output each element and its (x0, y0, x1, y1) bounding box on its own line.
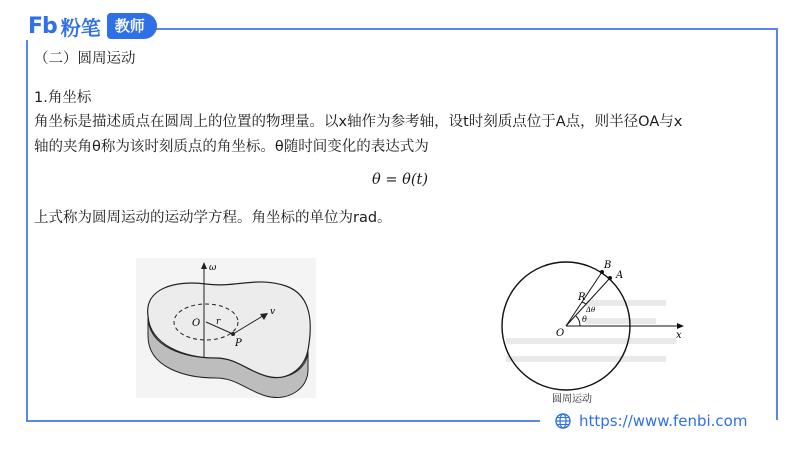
x-axis-arrowhead (677, 323, 684, 329)
o-label: O (556, 328, 565, 339)
paragraph-line-3: 上式称为圆周运动的运动学方程。角坐标的单位为rad。 (34, 210, 392, 226)
theta-arc (576, 316, 580, 326)
frame-top-line (150, 28, 778, 30)
footer-url-text: https://www.fenbi.com (579, 412, 748, 430)
r-label: r (216, 317, 221, 327)
fenbi-logo (28, 12, 157, 40)
subheading: 1.角坐标 (34, 90, 92, 106)
frame-right-line (776, 28, 778, 420)
footer-url[interactable] (555, 410, 747, 432)
frame-bottom-line (26, 420, 540, 422)
paragraph-line-2: 轴的夹角θ称为该时刻质点的角坐标。θ随时间变化的表达式为 (34, 139, 429, 155)
o-label: O (192, 318, 201, 329)
frame-left-line (26, 40, 28, 420)
paragraph-line-1: 角坐标是描述质点在圆周上的位置的物理量。以x轴作为参考轴，设t时刻质点位于A点，则半径OA与x (34, 114, 683, 130)
r-label: R (578, 292, 586, 303)
point-a (608, 276, 612, 280)
delta-theta-label: Δθ (586, 306, 596, 314)
circular-motion-figure (494, 256, 694, 406)
p-label: P (235, 338, 242, 349)
figure-caption: 圆周运动 (552, 394, 592, 405)
omega-label: ω (209, 263, 217, 273)
logo-mark: Fb (28, 13, 57, 39)
v-label: v (270, 307, 276, 317)
rigid-body-figure (136, 258, 316, 398)
formula: θ = θ(t) (372, 172, 428, 188)
b-label: B (604, 260, 612, 271)
section-heading: （二）圆周运动 (34, 51, 136, 67)
x-label: x (676, 330, 682, 341)
globe-icon (555, 413, 571, 429)
logo-brand: 粉笔 (60, 15, 101, 40)
a-label: A (616, 270, 624, 281)
theta-label: θ (582, 315, 587, 324)
logo-pill: 教师 (107, 13, 157, 39)
